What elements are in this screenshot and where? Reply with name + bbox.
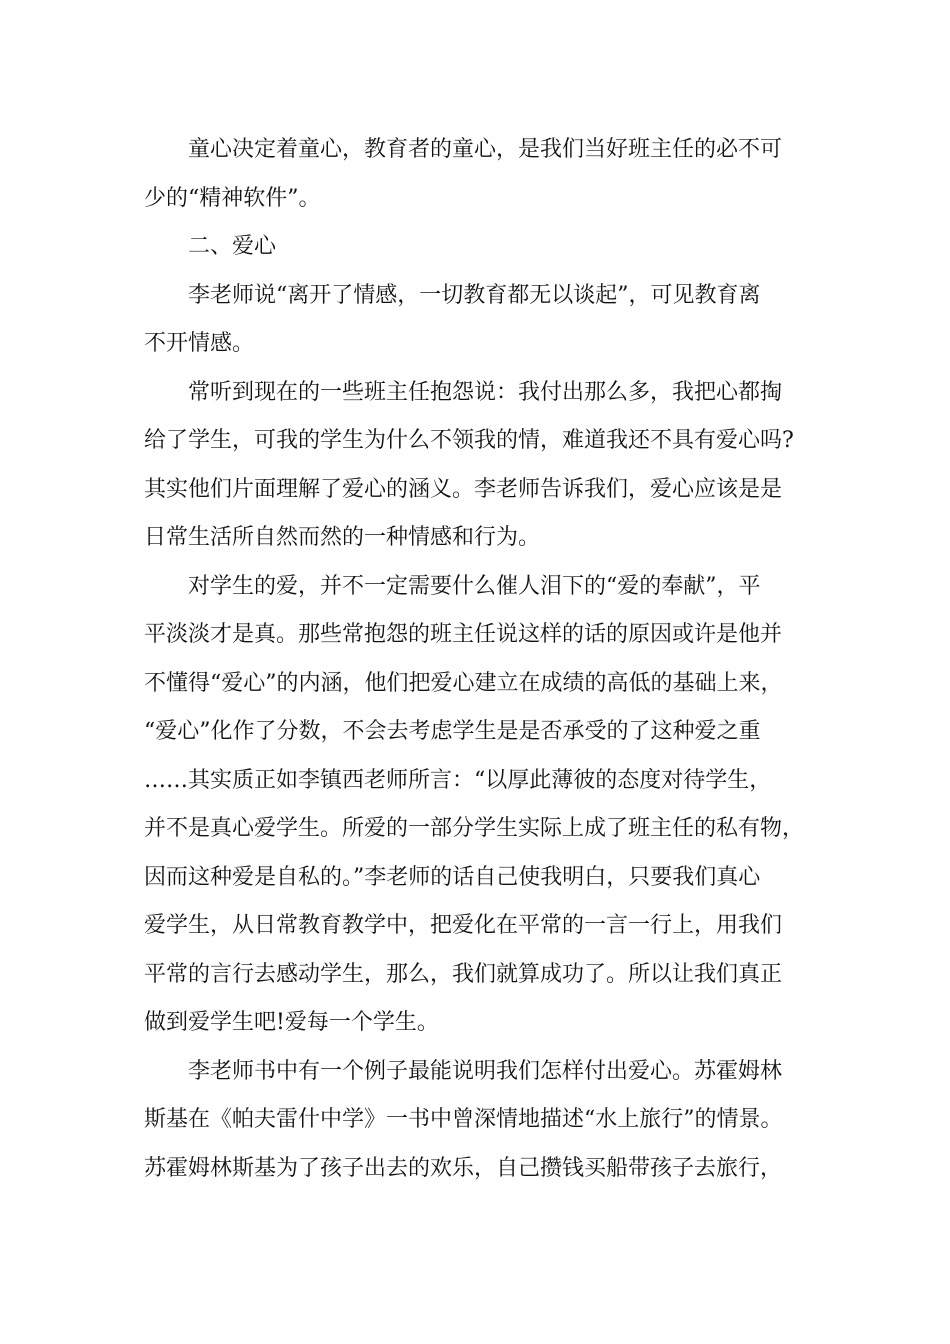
text-line: 童心决定着童心，教育者的童心，是我们当好班主任的必不可: [188, 137, 783, 162]
text-line: 做到爱学生吧!爱每一个学生。: [144, 1010, 439, 1035]
text-line: 因而这种爱是自私的。”李老师的话自己使我明白，只要我们真心: [144, 865, 761, 890]
text-line: 李老师书中有一个例子最能说明我们怎样付出爱心。苏霍姆林: [188, 1059, 783, 1084]
text-line: 常听到现在的一些班主任抱怨说：我付出那么多，我把心都掏: [188, 380, 783, 405]
text-line: 日常生活所自然而然的一种情感和行为。: [144, 525, 541, 550]
text-line: 不开情感。: [144, 331, 255, 356]
text-line: 给了学生，可我的学生为什么不领我的情，难道我还不具有爱心吗?: [144, 428, 794, 453]
text-line: 并不是真心爱学生。所爱的一部分学生实际上成了班主任的私有物，: [144, 816, 805, 841]
text-line: 其实他们片面理解了爱心的涵义。李老师告诉我们，爱心应该是是: [144, 477, 783, 502]
text-line: 平常的言行去感动学生，那么，我们就算成功了。所以让我们真正: [144, 962, 783, 987]
text-line: 不懂得“爱心”的内涵，他们把爱心建立在成绩的高低的基础上来，: [144, 671, 783, 696]
text-line: 李老师说“离开了情感，一切教育都无以谈起”，可见教育离: [188, 283, 761, 308]
text-line: 爱学生，从日常教育教学中，把爱化在平常的一言一行上，用我们: [144, 913, 783, 938]
text-line: 二、爱心: [188, 234, 277, 259]
text-line: 苏霍姆林斯基为了孩子出去的欢乐，自己攒钱买船带孩子去旅行，: [144, 1156, 783, 1181]
text-line: 少的“精神软件”。: [144, 186, 321, 211]
text-line: “爱心”化作了分数，不会去考虑学生是是否承受的了这种爱之重: [144, 719, 761, 744]
text-line: 平淡淡才是真。那些常抱怨的班主任说这样的话的原因或许是他并: [144, 622, 783, 647]
text-line: 对学生的爱，并不一定需要什么催人泪下的“爱的奉献”，平: [188, 574, 761, 599]
text-line: ……其实质正如李镇西老师所言：“以厚此薄彼的态度对待学生，: [144, 768, 772, 793]
text-line: 斯基在《帕夫雷什中学》一书中曾深情地描述“水上旅行”的情景。: [144, 1107, 783, 1132]
